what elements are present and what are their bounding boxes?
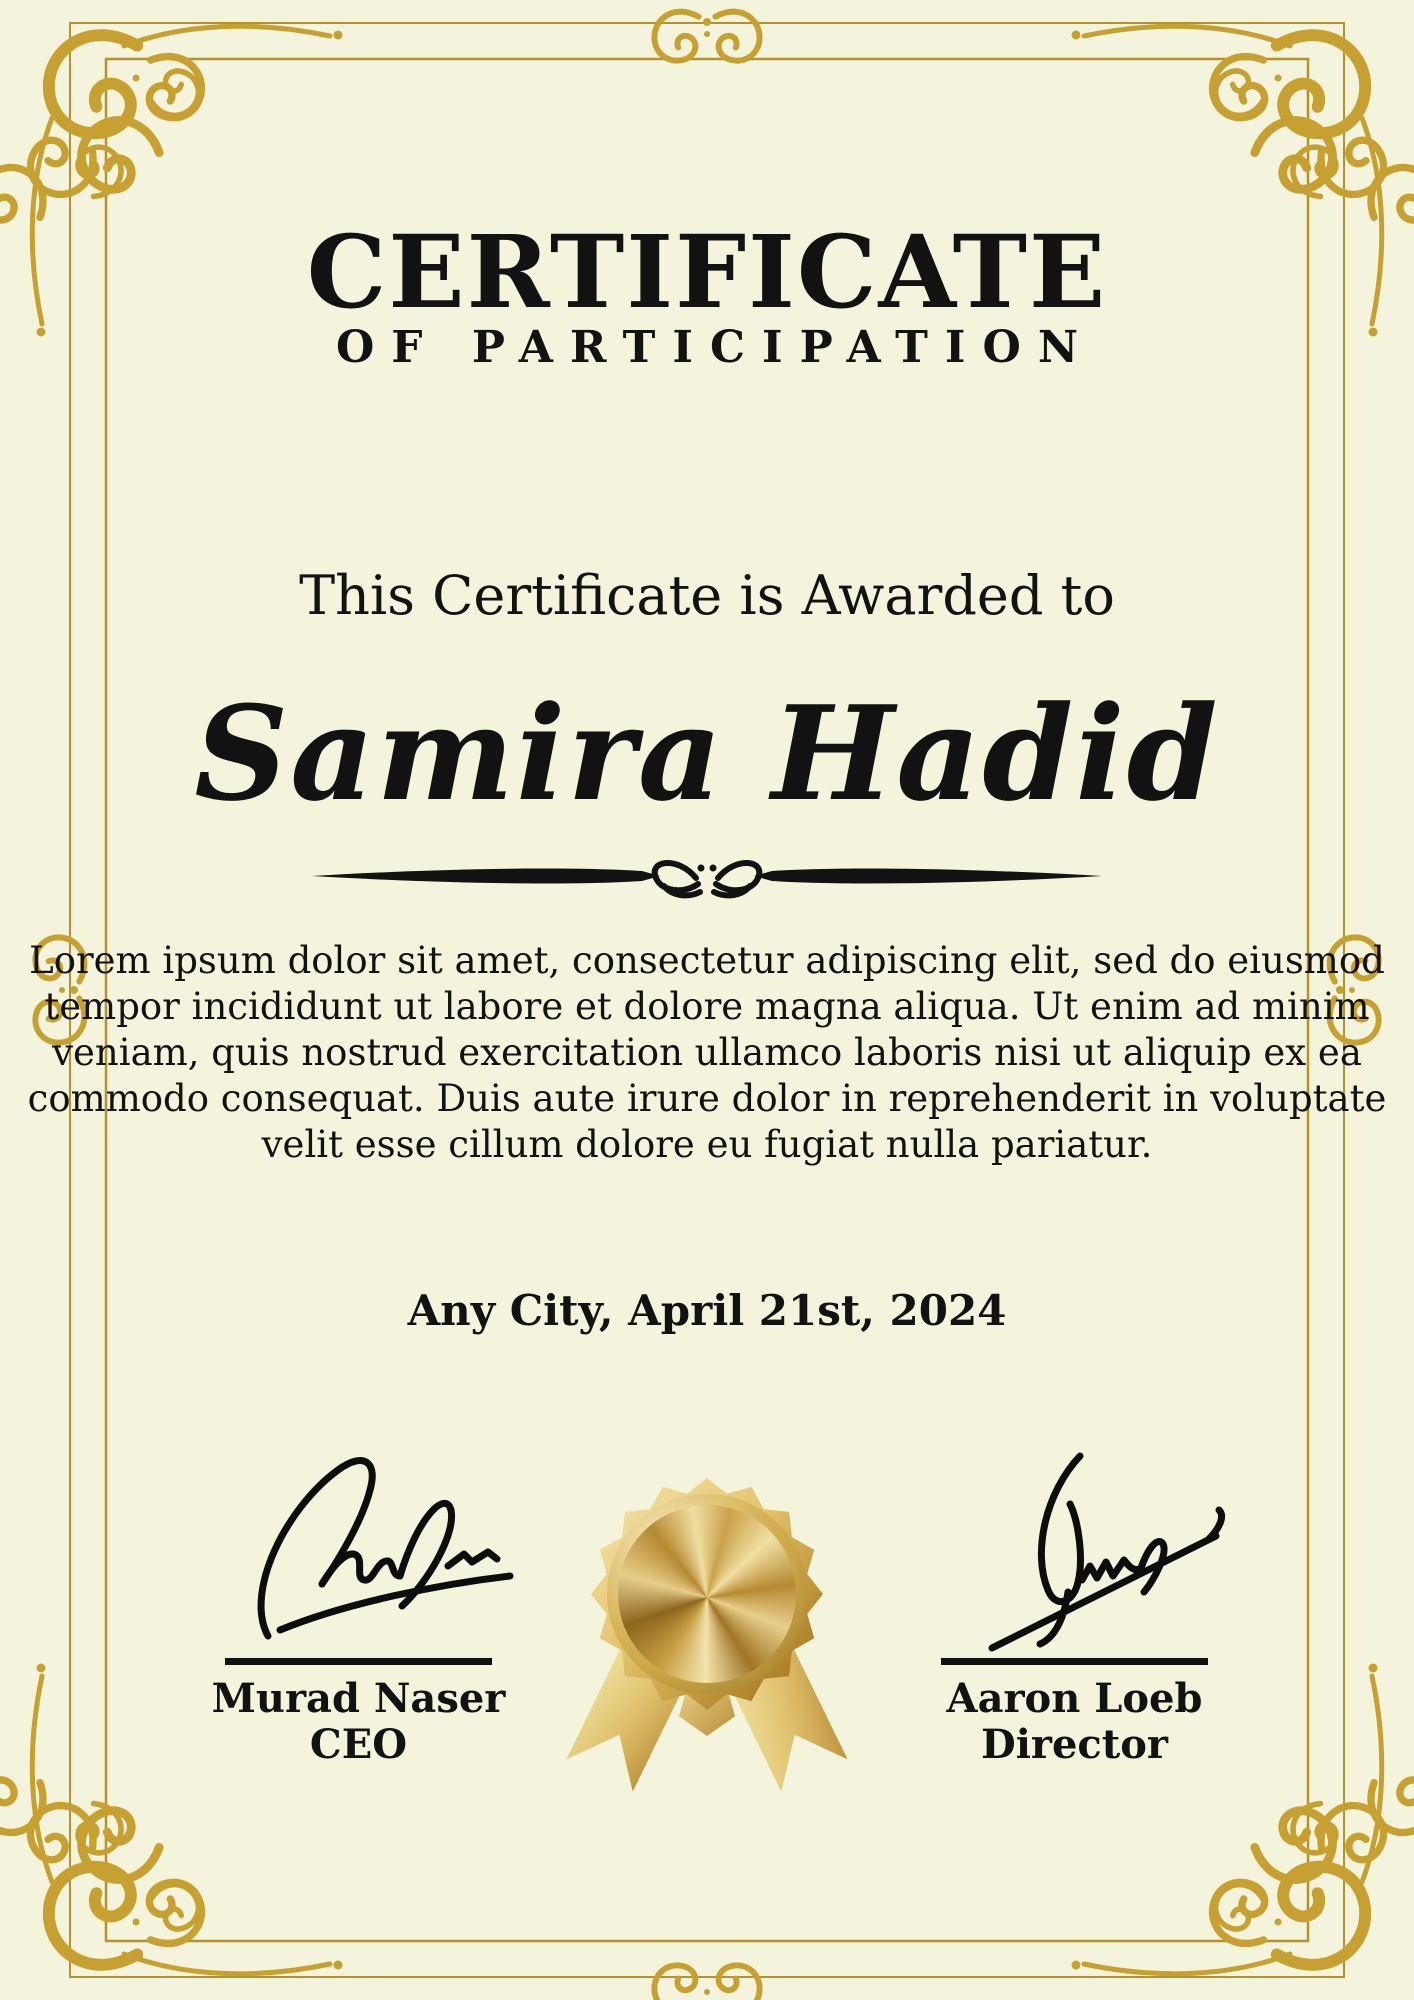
body-line: Lorem ipsum dolor sit amet, consectetur adipiscing elit, sed do eiusmod	[29, 939, 1385, 982]
signatory-name-right: Aaron Loeb	[946, 1675, 1203, 1722]
signature-ceo	[252, 1448, 520, 1648]
body-paragraph	[0, 938, 1414, 1168]
recipient-name: Samira Hadid	[194, 677, 1220, 830]
mid-edge-scroll-bottom	[654, 1965, 759, 2000]
signature-director	[982, 1442, 1238, 1654]
signature-rule-right	[941, 1658, 1208, 1665]
body-line: commodo consequat. Duis aute irure dolor in reprehenderit in voluptate	[27, 1077, 1387, 1120]
certificate-title: CERTIFICATE	[306, 213, 1108, 331]
date-location-line: Any City, April 21st, 2024	[407, 1286, 1007, 1335]
award-line: This Certificate is Awarded to	[299, 564, 1115, 627]
body-line: veniam, quis nostrud exercitation ullamco laboris nisi ut aliquip ex ea	[52, 1031, 1362, 1074]
signatory-name-left: Murad Naser	[211, 1675, 506, 1722]
body-line: velit esse cillum dolore eu fugiat nulla pariatur.	[261, 1123, 1153, 1166]
body-line: tempor incididunt ut labore et dolore magna aliqua. Ut enim ad minim	[44, 985, 1370, 1028]
medal-face	[618, 1505, 796, 1683]
divider-flourish	[312, 852, 1102, 900]
mid-edge-scroll-top	[654, 12, 759, 61]
signature-rule-left	[225, 1658, 492, 1665]
signatory-title-left: CEO	[309, 1721, 408, 1768]
certificate-subtitle: OF PARTICIPATION	[335, 322, 1096, 373]
gold-medal-badge	[591, 1478, 823, 1794]
signatory-title-right: Director	[981, 1721, 1168, 1768]
